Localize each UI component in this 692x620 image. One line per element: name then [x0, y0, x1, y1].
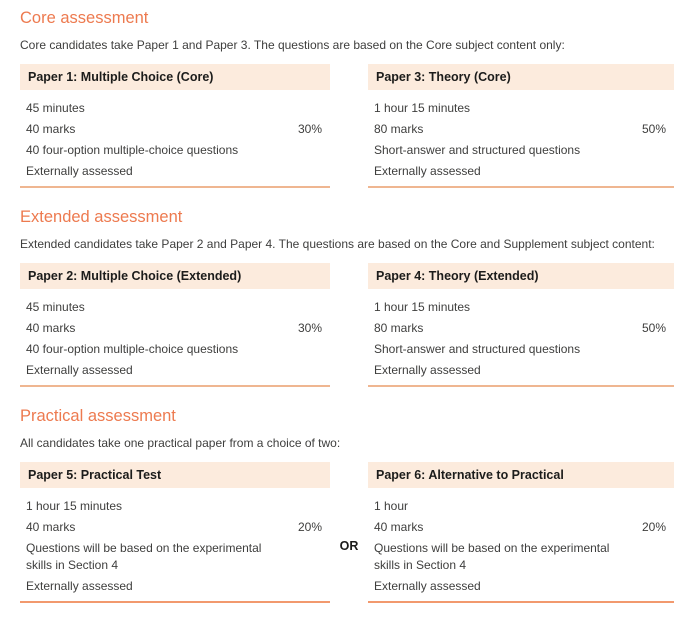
paper-4-duration: 1 hour 15 minutes — [374, 300, 471, 314]
column-gap — [330, 263, 368, 387]
paper-5-card — [20, 462, 330, 603]
paper-5-description — [26, 540, 322, 574]
paper-2-marks-row — [26, 320, 322, 337]
paper-2-marks: 40 marks — [26, 321, 76, 335]
paper-2-duration: 45 minutes — [26, 300, 85, 314]
paper-5-marks: 40 marks — [26, 520, 76, 534]
paper-3-description-line: Short-answer and structured questions — [374, 143, 581, 157]
paper-1-card — [20, 64, 330, 188]
section-extended-assessment — [20, 208, 674, 387]
paper-4-assessment: Externally assessed — [374, 363, 481, 377]
extended-assessment-heading: Extended assessment — [20, 208, 183, 226]
paper-4-weighting: 50% — [641, 321, 666, 335]
paper-4-title: Paper 4: Theory (Extended) — [368, 263, 674, 289]
core-assessment-intro: Core candidates take Paper 1 and Paper 3. The questions are based on the Core subject content only: — [20, 38, 565, 52]
paper-2-details — [20, 289, 330, 387]
paper-5-description-line: Questions will be based on the experimental — [26, 541, 262, 555]
paper-2-card — [20, 263, 330, 387]
paper-1-assessment: Externally assessed — [26, 164, 133, 178]
section-practical-assessment — [20, 407, 674, 603]
paper-6-marks-row — [374, 519, 666, 536]
paper-6-card — [368, 462, 674, 603]
paper-1-description — [26, 142, 322, 159]
paper-6-description — [374, 540, 666, 574]
paper-5-duration: 1 hour 15 minutes — [26, 499, 123, 513]
or-label: OR — [339, 539, 359, 553]
paper-6-description-line: skills in Section 4 — [374, 558, 467, 572]
paper-6-description-line: Questions will be based on the experimental — [374, 541, 610, 555]
paper-1-details — [20, 90, 330, 188]
paper-6-details — [368, 488, 674, 603]
paper-5-marks-row — [26, 519, 322, 536]
extended-assessment-intro: Extended candidates take Paper 2 and Paper 4. The questions are based on the Core and Supplement subject content: — [20, 237, 655, 251]
paper-3-details — [368, 90, 674, 188]
core-papers-row — [20, 64, 674, 188]
paper-1-title: Paper 1: Multiple Choice (Core) — [20, 64, 330, 90]
paper-4-description-line: Short-answer and structured questions — [374, 342, 581, 356]
paper-3-description — [374, 142, 666, 159]
paper-2-title: Paper 2: Multiple Choice (Extended) — [20, 263, 330, 289]
paper-3-weighting: 50% — [641, 122, 666, 136]
column-gap — [330, 64, 368, 188]
practical-assessment-intro: All candidates take one practical paper from a choice of two: — [20, 436, 341, 450]
paper-4-marks-row — [374, 320, 666, 337]
paper-2-assessment: Externally assessed — [26, 363, 133, 377]
paper-3-assessment: Externally assessed — [374, 164, 481, 178]
or-divider — [330, 462, 368, 603]
paper-1-duration: 45 minutes — [26, 101, 85, 115]
paper-1-marks-row — [26, 121, 322, 138]
paper-1-marks: 40 marks — [26, 122, 76, 136]
paper-6-weighting: 20% — [641, 520, 666, 534]
paper-4-description — [374, 341, 666, 358]
paper-2-description-line: 40 four-option multiple-choice questions — [26, 342, 239, 356]
section-core-assessment — [20, 9, 674, 188]
paper-3-title: Paper 3: Theory (Core) — [368, 64, 674, 90]
paper-4-details — [368, 289, 674, 387]
paper-1-description-line: 40 four-option multiple-choice questions — [26, 143, 239, 157]
paper-3-marks-row — [374, 121, 666, 138]
paper-3-card — [368, 64, 674, 188]
paper-5-weighting: 20% — [297, 520, 322, 534]
paper-5-description-line: skills in Section 4 — [26, 558, 119, 572]
paper-5-details — [20, 488, 330, 603]
paper-6-assessment: Externally assessed — [374, 579, 481, 593]
core-assessment-heading: Core assessment — [20, 9, 149, 27]
paper-4-marks: 80 marks — [374, 321, 424, 335]
extended-papers-row — [20, 263, 674, 387]
paper-5-title: Paper 5: Practical Test — [20, 462, 330, 488]
paper-2-description — [26, 341, 322, 358]
paper-6-title: Paper 6: Alternative to Practical — [368, 462, 674, 488]
paper-5-assessment: Externally assessed — [26, 579, 133, 593]
practical-papers-row — [20, 462, 674, 603]
paper-1-weighting: 30% — [297, 122, 322, 136]
paper-3-duration: 1 hour 15 minutes — [374, 101, 471, 115]
paper-3-marks: 80 marks — [374, 122, 424, 136]
practical-assessment-heading: Practical assessment — [20, 407, 176, 425]
paper-2-weighting: 30% — [297, 321, 322, 335]
paper-4-card — [368, 263, 674, 387]
paper-6-duration: 1 hour — [374, 499, 409, 513]
paper-6-marks: 40 marks — [374, 520, 424, 534]
